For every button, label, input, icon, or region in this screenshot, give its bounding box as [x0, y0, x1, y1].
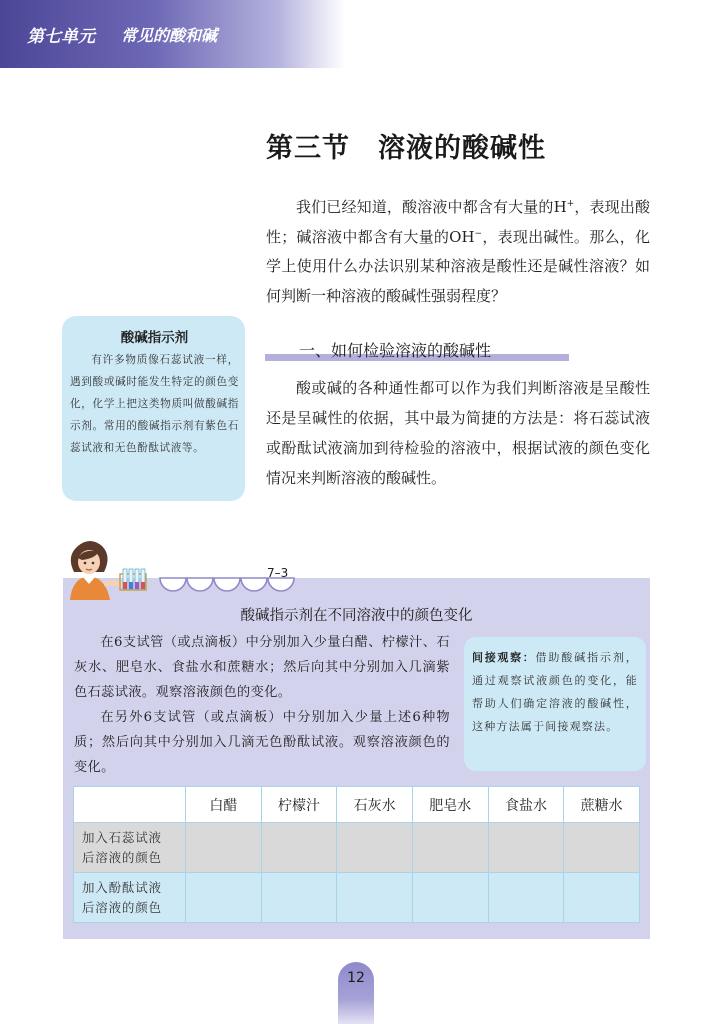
unit-number: 第七单元	[27, 27, 95, 47]
row-label	[74, 823, 186, 873]
table-row	[74, 873, 640, 923]
column-header: 食盐水	[488, 787, 564, 823]
tip-label: 间接观察：	[472, 651, 536, 664]
row-label-line: 加入石蕊试液	[82, 829, 162, 845]
activity-paragraph-2: 在另外6支试管（或点滴板）中分别加入少量上述6种物质；然后向其中分别加入几滴无色酚酞试液。观察溶液颜色的变化。	[74, 710, 450, 775]
unit-title: 常见的酸和碱	[121, 26, 218, 45]
table-corner-cell	[74, 787, 186, 823]
table-cell[interactable]	[564, 873, 640, 923]
subsection-heading: 一、如何检验溶液的酸碱性	[299, 341, 492, 360]
table-cell[interactable]	[261, 823, 337, 873]
sidebar-text: 有许多物质像石蕊试液一样，遇到酸或碱时能发生特定的颜色变化，化学上把这类物质叫做酸碱指示剂。常用的酸碱指示剂有紫色石蕊试液和无色酚酞试液等。	[70, 354, 239, 454]
indirect-observation-tip	[464, 637, 646, 771]
indicator-sidebar-note	[62, 316, 245, 501]
section-title: 第三节 溶液的酸碱性	[266, 133, 546, 164]
oh-ion-superscript: −	[474, 228, 483, 239]
row-label-line: 后溶液的颜色	[82, 849, 162, 865]
activity-number: 7–3	[267, 566, 289, 580]
column-header: 蔗糖水	[564, 787, 640, 823]
sidebar-title: 酸碱指示剂	[120, 330, 189, 346]
tip-text: 借助酸碱指示剂，通过观察试液颜色的变化，能帮助人们确定溶液的酸碱性，这种方法属于间接观察法。	[472, 651, 638, 733]
column-header: 白醋	[186, 787, 262, 823]
intro-text-3: ，表现出碱性。那么，化学上使用什么办法识别某种溶液是酸性还是碱性溶液？如何判断一种溶液的酸碱性强弱程度？	[266, 227, 650, 305]
table-cell[interactable]	[261, 873, 337, 923]
intro-text-1: 我们已经知道，酸溶液中都含有大量的H	[296, 198, 567, 216]
column-header: 石灰水	[337, 787, 413, 823]
table-cell[interactable]	[412, 873, 488, 923]
activity-title: 酸碱指示剂在不同溶液中的颜色变化	[240, 608, 473, 624]
column-header: 肥皂水	[412, 787, 488, 823]
table-cell[interactable]	[488, 873, 564, 923]
h-ion-superscript: +	[566, 199, 575, 209]
table-cell[interactable]	[564, 823, 640, 873]
activity-instructions	[74, 630, 450, 780]
row-label-line: 加入酚酞试液	[82, 879, 162, 895]
page-number: 12	[347, 970, 365, 986]
table-header-row	[74, 787, 640, 823]
activity-paragraph-1: 在6支试管（或点滴板）中分别加入少量白醋、柠檬汁、石灰水、肥皂水、食盐水和蔗糖水；然后向其中分别加入几滴紫色石蕊试液。观察溶液颜色的变化。	[74, 635, 450, 700]
subsection-heading-bar	[265, 336, 569, 361]
student-illustration	[60, 538, 150, 600]
table-cell[interactable]	[186, 873, 262, 923]
table-row	[74, 823, 640, 873]
body-paragraph: 酸或碱的各种通性都可以作为我们判断溶液是呈酸性还是呈碱性的依据，其中最为简捷的方法是：将石蕊试液或酚酞试液滴加到待检验的溶液中，根据试液的颜色变化情况来判断溶液的酸碱性。	[266, 379, 650, 487]
unit-banner	[0, 0, 345, 68]
table-cell[interactable]	[412, 823, 488, 873]
table-cell[interactable]	[488, 823, 564, 873]
intro-paragraph	[266, 193, 650, 311]
row-label-line: 后溶液的颜色	[82, 899, 162, 915]
intro-text-2: ，表现出酸性；碱溶液中都含有大量的OH	[266, 198, 650, 246]
table-cell[interactable]	[186, 823, 262, 873]
table-cell[interactable]	[337, 873, 413, 923]
table-cell[interactable]	[337, 823, 413, 873]
row-label	[74, 873, 186, 923]
observation-table	[73, 786, 640, 923]
column-header: 柠檬汁	[261, 787, 337, 823]
